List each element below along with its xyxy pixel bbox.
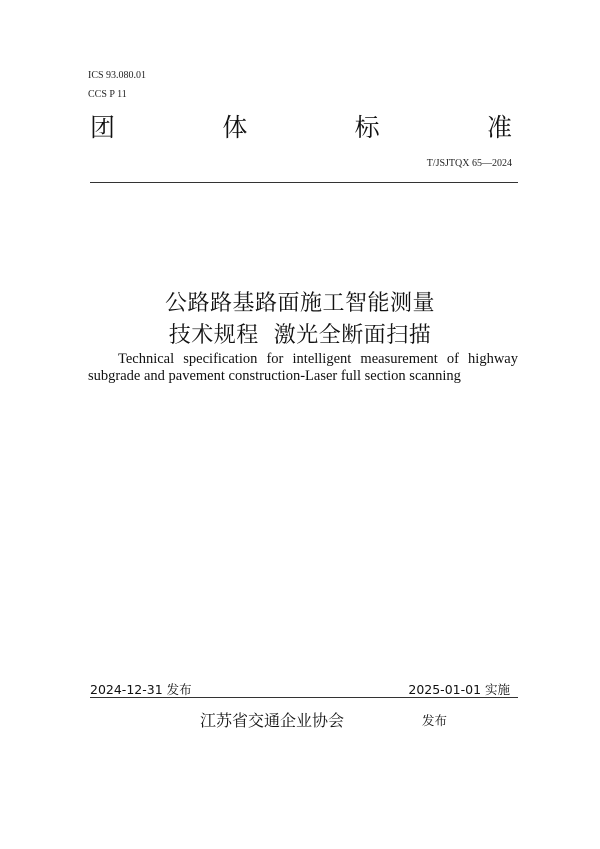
chinese-title-line-2: 技术规程 激光全断面扫描 [168,323,432,348]
standard-type-char: 团 [90,113,116,142]
implementation-date: 2025-01-01 实施 [408,682,510,697]
ccs-code: CCS P 11 [88,89,127,100]
standard-type-char: 准 [486,113,512,142]
standard-type-heading [90,108,512,144]
bottom-divider [90,697,518,698]
issue-date: 2024-12-31 发布 [90,682,192,697]
standard-type-char: 标 [354,113,380,142]
english-title-line-1: Technical specification for intelligent measurement of highway [118,351,518,367]
top-divider [90,182,518,183]
chinese-title-line-1: 公路路基路面施工智能测量 [164,291,435,316]
ics-code: ICS 93.080.01 [88,70,147,81]
publish-label: 发布 [422,713,448,728]
publisher-name: 江苏省交通企业协会 [200,711,345,730]
english-title [88,351,518,385]
standard-type-char: 体 [222,113,248,142]
standard-code: T/JSJTQX 65—2024 [426,158,512,169]
english-title-line-2: subgrade and pavement construction-Laser full section scanning [88,368,461,384]
